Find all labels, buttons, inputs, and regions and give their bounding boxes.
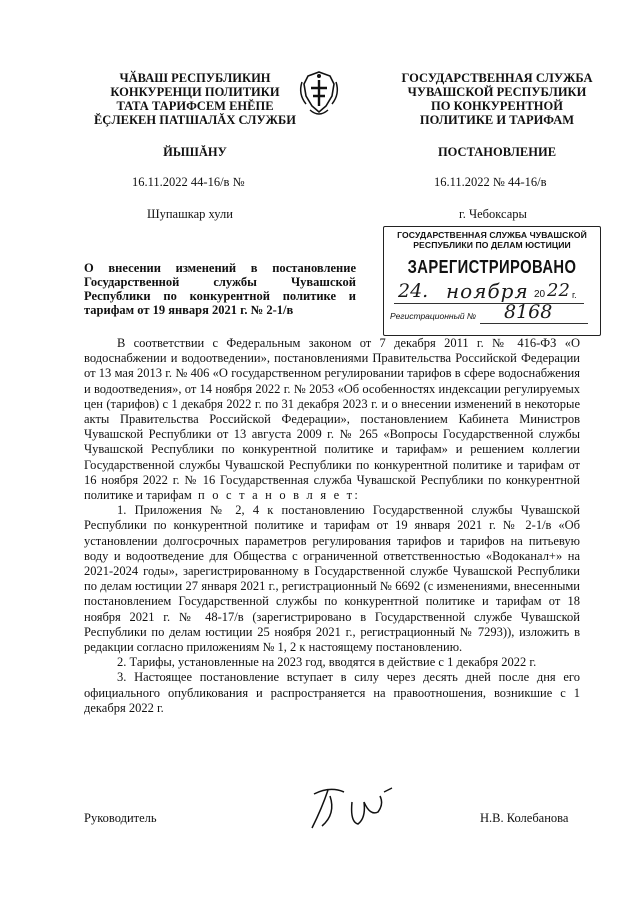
stamp-header-line: РЕСПУБЛИКИ ПО ДЕЛАМ ЮСТИЦИИ <box>413 240 571 250</box>
left-date-line: 16.11.2022 44-16/в № <box>132 175 245 189</box>
right-header-line: ЧУВАШСКОЙ РЕСПУБЛИКИ <box>407 85 587 99</box>
stamp-reg-underline <box>480 323 588 324</box>
left-header <box>70 71 320 127</box>
item-1-paragraph: 1. Приложения № 2, 4 к постановлению Государственной службы Чувашской Республики по конкурентной политике и тарифам от 19 января 2021 г. № 2-1/в «Об установлении долгосрочных параметров регулирования тарифов и тарифов на питьевую воду и водоотведение для Общества с ограниченной ответственностью «Водоканал+» на 2021-2024 годы», зарегистрированному в Государственной службе Чувашской Республики по делам юстиции 27 января 2021 г., регистрационный № 6692 (с изменениями, внесенными постановлением Государственной службы по конкурентной политике и тарифам от 18 ноября 2021 г. № 48-17/в (зарегистрировано в Государственной службе Чувашской Республики по делам юстиции 25 ноября 2021 г., регистрационный № 7293)), изложить в редакции согласно приложениям № 1, 2 к настоящему постановлению. <box>84 503 580 655</box>
left-city: Шупашкар хули <box>147 207 233 221</box>
item-2-paragraph: 2. Тарифы, установленные на 2023 год, вводятся в действие с 1 декабря 2022 г. <box>117 655 537 670</box>
document-body <box>84 336 580 716</box>
handwritten-signature <box>300 782 410 834</box>
stamp-reg-label: Регистрационный № <box>390 311 477 321</box>
right-city: г. Чебоксары <box>459 207 527 221</box>
right-header-line: ГОСУДАРСТВЕННАЯ СЛУЖБА <box>401 71 593 85</box>
right-doc-type: ПОСТАНОВЛЕНИЕ <box>437 145 557 159</box>
right-header-line: ПОЛИТИКЕ И ТАРИФАМ <box>419 113 575 127</box>
right-header-line: ПО КОНКУРЕНТНОЙ <box>431 99 563 113</box>
stamp-year-suffix: 22 <box>547 280 570 301</box>
right-date-line: 16.11.2022 № 44-16/в <box>434 175 547 189</box>
signatory-name: Н.В. Колебанова <box>480 811 569 825</box>
stamp-header-line: ГОСУДАРСТВЕННАЯ СЛУЖБА ЧУВАШСКОЙ <box>397 230 587 240</box>
stamp-reg-number: 8168 <box>504 301 553 323</box>
preamble-paragraph <box>84 336 580 503</box>
left-doc-type: ЙЫШĂНУ <box>163 145 227 159</box>
stamp-year-unit: г. <box>572 290 577 300</box>
right-header <box>377 71 617 127</box>
stamp-date-underline <box>394 303 584 304</box>
stamp-month: ноября <box>446 279 529 303</box>
coat-of-arms-icon <box>296 70 342 120</box>
registration-stamp <box>383 226 601 336</box>
signatory-position: Руководитель <box>84 811 157 825</box>
left-header-line: ТАТА ТАРИФСЕМ ЕНĔПЕ <box>116 99 274 113</box>
document-subject: О внесении изменений в постановление Государственной службы Чувашской Республики по конкурентной политике и тарифам от 19 января 2021 г. № 2-1/в <box>84 261 356 317</box>
left-header-line: КОНКУРЕНЦИ ПОЛИТИКИ <box>110 85 280 99</box>
left-header-line: ЧӐВАШ РЕСПУБЛИКИН <box>119 71 271 85</box>
postanovlyaet-text: п о с т а н о в л я е т: <box>198 488 361 503</box>
stamp-day: 24. <box>398 280 429 302</box>
stamp-year-prefix: 20 <box>534 289 546 300</box>
left-header-line: ĔÇЛЕКЕН ПАТШАЛĂХ СЛУЖБИ <box>93 113 297 127</box>
stamp-registered-label: ЗАРЕГИСТРИРОВАНО <box>407 257 577 277</box>
item-3-paragraph: 3. Настоящее постановление вступает в силу через десять дней после дня его официального опубликования и распространяется на правоотношения, возникшие с 1 декабря 2022 г. <box>84 670 580 715</box>
preamble-text: В соответствии с Федеральным законом от 7 декабря 2011 г. № 416-ФЗ «О водоснабжении и водоотведении», постановлениями Правительства Российской Федерации от 13 мая 2013 г. № 406 «О государственном регулировании тарифов в сфере водоснабжения и водоотведения», от 14 ноября 2022 г. № 2053 «Об особенностях индексации регулируемых цен (тарифов) с 1 декабря 2022 г. по 31 декабря 2023 г. и о внесении изменений в некоторые акты Правительства Российской Федерации», постановлением Кабинета Министров Чувашской Республики от 13 августа 2009 г. № 265 «Вопросы Государственной службы Чувашской Республики по конкурентной политике и тарифам» и решением коллегии Государственной службы Чувашской Республики по конкурентной политике и тарифам от 16 ноября 2022 г. № 16 Государственная служба Чувашской Республики по конкурентной политике и тарифам <box>84 336 580 503</box>
